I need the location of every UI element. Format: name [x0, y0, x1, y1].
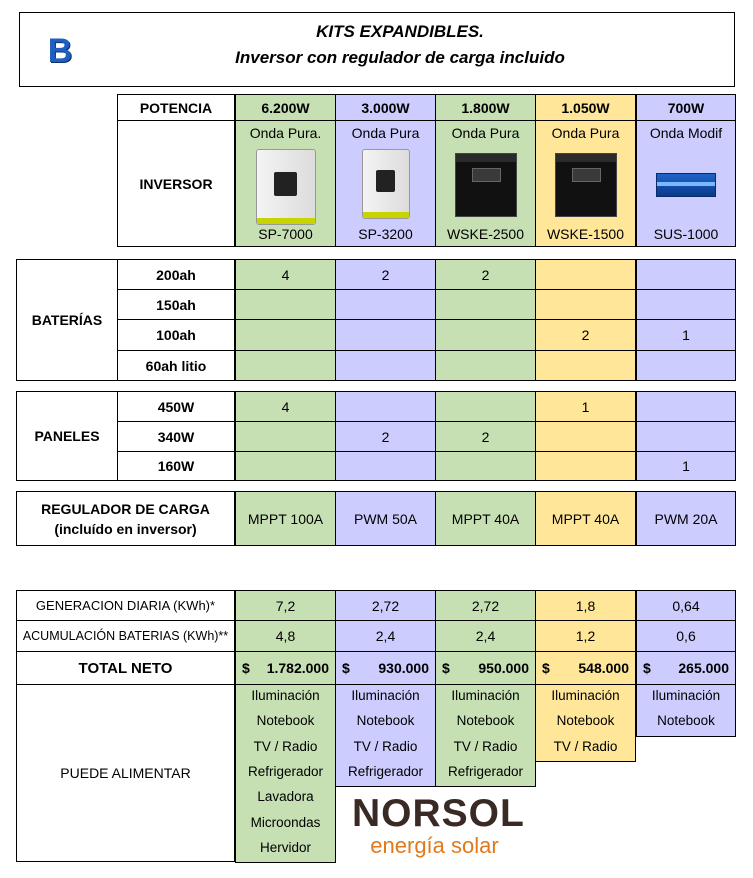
battery-qty: 1: [636, 319, 736, 351]
appliance-item: TV / Radio: [553, 738, 618, 754]
battery-qty: 2: [535, 319, 636, 351]
battery-qty: [636, 289, 736, 320]
battery-qty: [235, 289, 336, 320]
acumulacion-value: 2,4: [335, 620, 436, 652]
price-amount: 930.000: [378, 660, 429, 676]
appliance-item: Notebook: [256, 713, 315, 729]
baterias-label: BATERÍAS: [16, 259, 118, 381]
total-value: [535, 651, 636, 685]
battery-qty: [636, 350, 736, 381]
panel-160w: 160W: [117, 451, 235, 481]
inverter-image: [455, 153, 517, 217]
battery-qty: [435, 350, 536, 381]
battery-qty: [335, 350, 436, 381]
acumulacion-label: ACUMULACIÓN BATERIAS (KWh)**: [16, 620, 235, 652]
appliance-item: Lavadora: [257, 789, 314, 805]
panel-qty: [235, 421, 336, 452]
panel-qty: 1: [636, 451, 736, 481]
inversor-cell: [335, 120, 436, 247]
generacion-value: 2,72: [435, 590, 536, 621]
battery-qty: [335, 319, 436, 351]
panel-qty: [335, 451, 436, 481]
appliance-item: Notebook: [657, 713, 715, 729]
appliance-list: [535, 684, 636, 762]
panel-450w: 450W: [117, 391, 235, 422]
battery-qty: [535, 289, 636, 320]
potencia-label: POTENCIA: [117, 94, 235, 121]
regulador-value: MPPT 100A: [235, 491, 336, 546]
panel-qty: [636, 421, 736, 452]
appliance-item: Hervidor: [259, 839, 311, 855]
battery-qty: [235, 319, 336, 351]
total-value: [235, 651, 336, 685]
battery-60ah: 60ah litio: [117, 350, 235, 381]
appliance-item: TV / Radio: [453, 738, 518, 754]
inverter-model: SUS-1000: [653, 226, 719, 242]
battery-qty: [435, 289, 536, 320]
inversor-cell: [636, 120, 736, 247]
currency-symbol: $: [643, 660, 651, 676]
onda-type: Onda Modif: [649, 125, 723, 141]
regulador-value: PWM 50A: [335, 491, 436, 546]
battery-qty: [535, 259, 636, 290]
battery-qty: 2: [435, 259, 536, 290]
appliance-item: Microondas: [250, 814, 321, 830]
appliance-item: Iluminación: [451, 688, 520, 703]
regulador-line-1: REGULADOR DE CARGA: [41, 500, 210, 517]
battery-150ah: 150ah: [117, 289, 235, 320]
inverter-image: [555, 153, 617, 217]
appliance-item: Iluminación: [351, 688, 420, 703]
appliance-list: [335, 684, 436, 787]
onda-type: Onda Pura: [451, 125, 520, 141]
onda-type: Onda Pura.: [249, 125, 322, 141]
onda-type: Onda Pura: [551, 125, 620, 141]
norsol-logo: [352, 792, 525, 860]
potencia-value: 3.000W: [335, 94, 436, 121]
currency-symbol: $: [442, 660, 450, 676]
battery-qty: [636, 259, 736, 290]
generacion-value: 0,64: [636, 590, 736, 621]
generacion-label: GENERACION DIARIA (KWh)*: [16, 590, 235, 621]
panel-qty: 2: [335, 421, 436, 452]
inverter-image: [656, 173, 716, 197]
panel-qty: 4: [235, 391, 336, 422]
panel-qty: 2: [435, 421, 536, 452]
regulador-value: MPPT 40A: [435, 491, 536, 546]
appliance-item: Iluminación: [251, 688, 320, 703]
panel-qty: [435, 451, 536, 481]
appliance-item: Notebook: [556, 713, 615, 729]
appliance-item: Refrigerador: [247, 763, 324, 779]
battery-qty: [435, 319, 536, 351]
regulador-line-2: (incluído en inversor): [54, 520, 197, 537]
price-amount: 1.782.000: [266, 660, 329, 676]
title-line-2: Inversor con regulador de carga incluido: [235, 48, 565, 67]
inverter-image: [256, 149, 316, 225]
inverter-model: SP-3200: [358, 226, 413, 242]
appliance-item: Iluminación: [551, 688, 620, 703]
logo-brand: NORSOL: [352, 792, 525, 835]
battery-qty: [535, 350, 636, 381]
price-amount: 950.000: [478, 660, 529, 676]
total-value: [335, 651, 436, 685]
appliance-item: Iluminación: [651, 688, 721, 703]
generacion-value: 2,72: [335, 590, 436, 621]
appliance-item: Notebook: [456, 713, 515, 729]
acumulacion-value: 2,4: [435, 620, 536, 652]
regulador-value: PWM 20A: [636, 491, 736, 546]
inversor-cell: [535, 120, 636, 247]
acumulacion-value: 0,6: [636, 620, 736, 652]
regulador-label: [16, 491, 235, 546]
title-line-1: KITS EXPANDIBLES.: [316, 22, 484, 41]
battery-qty: 2: [335, 259, 436, 290]
appliance-item: TV / Radio: [253, 738, 318, 754]
generacion-value: 7,2: [235, 590, 336, 621]
inversor-cell: [235, 120, 336, 247]
potencia-value: 700W: [636, 94, 736, 121]
inverter-model: WSKE-2500: [446, 226, 525, 242]
price-amount: 548.000: [578, 660, 629, 676]
price-amount: 265.000: [678, 660, 729, 676]
inverter-model: SP-7000: [258, 226, 313, 242]
battery-qty: 4: [235, 259, 336, 290]
appliance-list: [636, 684, 736, 737]
panel-qty: [535, 421, 636, 452]
regulador-value: MPPT 40A: [535, 491, 636, 546]
appliance-list: [235, 684, 336, 863]
currency-symbol: $: [242, 660, 250, 676]
appliance-item: Refrigerador: [347, 763, 424, 779]
potencia-value: 1.050W: [535, 94, 636, 121]
panel-qty: [535, 451, 636, 481]
currency-symbol: $: [542, 660, 550, 676]
panel-qty: [335, 391, 436, 422]
paneles-label: PANELES: [16, 391, 118, 481]
inversor-label: INVERSOR: [117, 120, 235, 247]
generacion-value: 1,8: [535, 590, 636, 621]
acumulacion-value: 4,8: [235, 620, 336, 652]
inverter-model: WSKE-1500: [546, 226, 625, 242]
battery-qty: [235, 350, 336, 381]
total-value: [435, 651, 536, 685]
appliance-item: TV / Radio: [353, 738, 418, 754]
total-label: TOTAL NETO: [16, 651, 235, 685]
kit-badge: B: [47, 31, 73, 70]
inversor-cell: [435, 120, 536, 247]
battery-qty: [335, 289, 436, 320]
panel-qty: [235, 451, 336, 481]
potencia-value: 1.800W: [435, 94, 536, 121]
onda-type: Onda Pura: [351, 125, 420, 141]
battery-100ah: 100ah: [117, 319, 235, 351]
panel-qty: [435, 391, 536, 422]
acumulacion-value: 1,2: [535, 620, 636, 652]
puede-alimentar-label: PUEDE ALIMENTAR: [16, 684, 235, 862]
battery-200ah: 200ah: [117, 259, 235, 290]
panel-qty: 1: [535, 391, 636, 422]
appliance-item: Refrigerador: [447, 763, 524, 779]
panel-340w: 340W: [117, 421, 235, 452]
inverter-image: [362, 149, 410, 219]
appliance-item: Notebook: [356, 713, 415, 729]
appliance-list: [435, 684, 536, 787]
currency-symbol: $: [342, 660, 350, 676]
total-value: [636, 651, 736, 685]
potencia-value: 6.200W: [235, 94, 336, 121]
panel-qty: [636, 391, 736, 422]
logo-tagline: energía solar: [370, 833, 499, 858]
